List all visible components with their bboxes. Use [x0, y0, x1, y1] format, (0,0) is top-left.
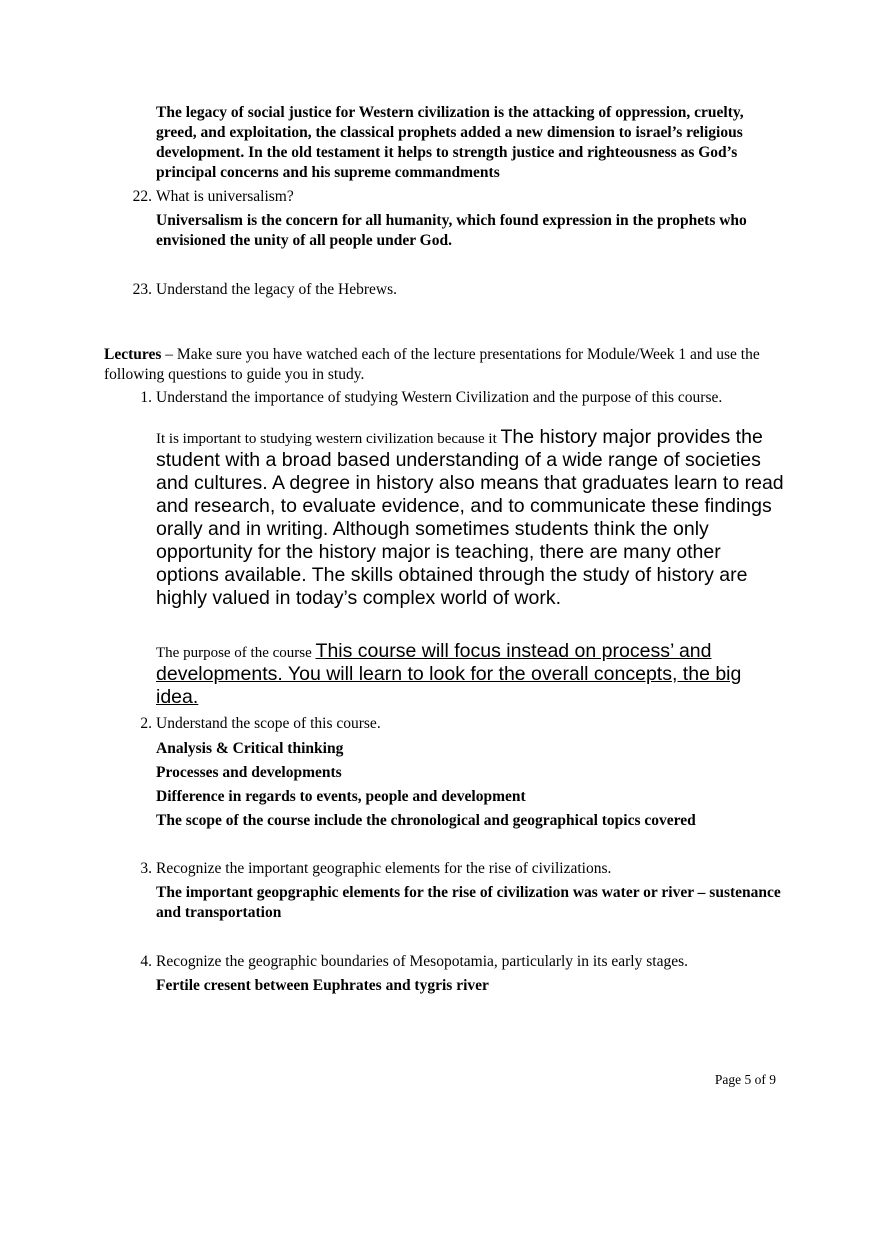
l1-answer-main: The history major provides the student with a broad based understanding of a wide range of societies and cultures. A degree in history also means that graduates learn to read and research, to evaluate evidence, and to communicate these findings orally and in writing. Although sometimes students think the only opportunity for the history major is teaching, there are many other options available. The skills obtained through the study of history are highly valued in today’s complex world of work. [156, 426, 784, 609]
q22-number: 22. [132, 188, 152, 205]
q22-question: What is universalism? [156, 188, 294, 205]
q21-answer: The legacy of social justice for Western civilization is the attacking of oppression, cruelty, greed, and exploitation, the classical prophets added a new dimension to israel’s religious development. In the old testament it helps to strength justice and righteousness as God’s principal concerns and his supreme commandments [156, 104, 744, 181]
l1-answer [156, 426, 784, 610]
lectures-intro [104, 345, 784, 385]
l1-number: 1. [140, 389, 152, 406]
l3-answer: The important geopgraphic elements for the rise of civilization was water or river – sustenance and transportation [156, 884, 781, 921]
l2-number: 2. [140, 715, 152, 732]
page-number: Page 5 of 9 [714, 1072, 776, 1087]
l2-answer-2: Processes and developments [156, 764, 342, 781]
l2-answer-4: The scope of the course include the chronological and geographical topics covered [156, 812, 696, 829]
l2-answer-3: Difference in regards to events, people and development [156, 788, 526, 805]
lectures-intro-text: – Make sure you have watched each of the lecture presentations for Module/Week 1 and use the following questions to guide you in study. [104, 346, 760, 383]
l2-question: Understand the scope of this course. [156, 715, 381, 732]
l4-number: 4. [140, 953, 152, 970]
l1-purpose-prefix: The purpose of the course [156, 645, 316, 661]
l1-purpose [156, 640, 774, 709]
lectures-heading: Lectures [104, 346, 162, 363]
q22-answer: Universalism is the concern for all humanity, which found expression in the prophets who envisioned the unity of all people under God. [156, 212, 747, 249]
q23-number: 23. [132, 281, 152, 298]
l3-question: Recognize the important geographic elements for the rise of civilizations. [156, 860, 612, 877]
l4-answer: Fertile cresent between Euphrates and tygris river [156, 977, 489, 994]
l1-answer-prefix: It is important to studying western civilization because it [156, 431, 501, 447]
l1-question: Understand the importance of studying Western Civilization and the purpose of this course. [156, 389, 723, 406]
l4-question: Recognize the geographic boundaries of Mesopotamia, particularly in its early stages. [156, 953, 688, 970]
l3-number: 3. [140, 860, 152, 877]
l2-answer-1: Analysis & Critical thinking [156, 740, 344, 757]
q23-question: Understand the legacy of the Hebrews. [156, 281, 398, 298]
l1-purpose-main: This course will focus instead on process’ and developments. You will learn to look for the overall concepts, the big idea. [156, 640, 742, 708]
